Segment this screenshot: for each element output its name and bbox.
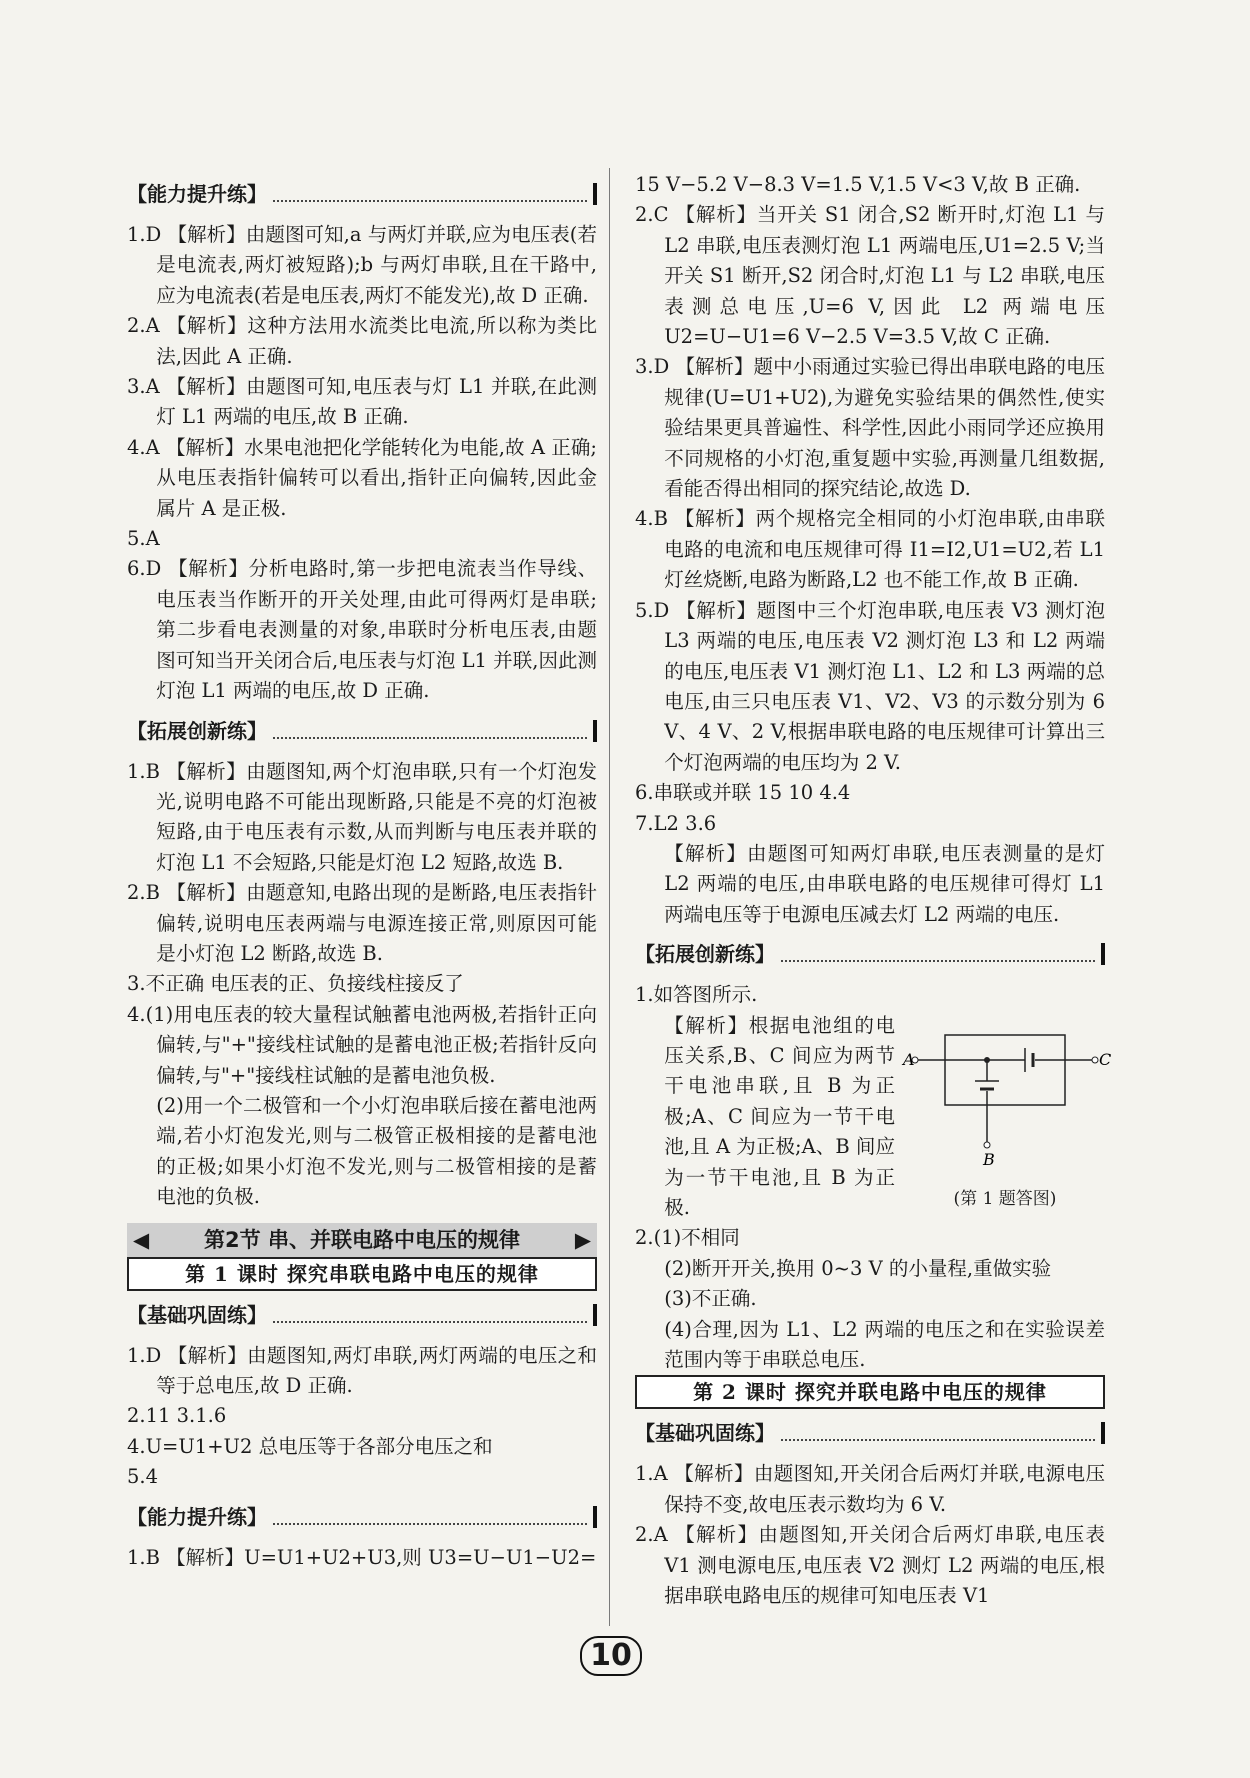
answer-item: 1.A 【解析】由题图知,开关闭合后两灯并联,电源电压保持不变,故电压表示数均为 6 V. — [635, 1462, 1105, 1516]
answer-item: 【解析】由题图可知两灯串联,电压表测量的是灯 L2 两端的电压,由串联电路的电压规律可得灯 L1 两端电压等于电源电压减去灯 L2 两端的电压. — [664, 841, 1105, 926]
label-b: B — [983, 1149, 995, 1169]
answer-item: 4.(1)用电压表的较大量程试触蓄电池两极,若指针正向偏转,与"+"接线柱试触的是蓄电池正极;若指针反向偏转,与"+"接线柱试触的是蓄电池负极. — [127, 1002, 597, 1087]
section-heading: 【能力提升练】 — [127, 178, 597, 210]
answer-item: 1.B 【解析】由题图知,两个灯泡串联,只有一个灯泡发光,说明电路不可能出现断路,只能是不亮的灯泡被短路,由于电压表有示数,从而判断与电压表并联的灯泡 L1 不会短路,只能是灯泡 L2 短路,故选 B. — [127, 759, 597, 874]
section-heading: 【基础巩固练】 — [635, 1417, 1105, 1449]
answer-item: (3)不正确. — [664, 1287, 757, 1311]
answer-item: 2.C 【解析】当开关 S1 闭合,S2 断开时,灯泡 L1 与 L2 串联,电压表测灯泡 L1 两端电压,U1=2.5 V;当开关 S1 断开,S2 闭合时,灯泡 L1 与 L2 串联,电压表测总电压,U=6 V,因此 L2 两端电压U2=U−U1=6 V−2.5 V=3.5 V,故 C 正确. — [635, 203, 1105, 349]
answer-item: 7.L2 3.6 — [635, 811, 717, 835]
circuit-figure — [903, 1015, 1112, 1215]
answer-item: 【解析】根据电池组的电压关系,B、C 间应为两节干电池串联,且 B 为正极;A、C 间应为一节干电池,且 A 为正极;A、B 间应为一节干电池,且 B 为正极. — [664, 1013, 895, 1219]
answer-item: 5.D 【解析】题图中三个灯泡串联,电压表 V3 测灯泡 L3 两端的电压,电压表 V2 测灯泡 L3 和 L2 两端的电压,电压表 V1 测灯泡 L1、L2 和 L3 两端的总电压,由三只电压表 V1、V2、V3 的示数分别为 6 V、4 V、2 V,根据串联电路的电压规律可计算出三个灯泡两端的电压均为 2 V. — [635, 598, 1105, 774]
answer-item: 15 V−5.2 V−8.3 V=1.5 V,1.5 V<3 V,故 B 正确. — [635, 173, 1081, 196]
chapter-banner: ◀ 第2节 串、并联电路中电压的规律 ▶ — [127, 1223, 597, 1257]
column-divider — [609, 168, 610, 1626]
right-column — [635, 170, 1112, 1611]
answer-item: (2)断开开关,换用 0~3 V 的小量程,重做实验 — [664, 1256, 1052, 1280]
label-a: A — [903, 1049, 915, 1069]
section-heading: 【拓展创新练】 — [635, 938, 1105, 970]
page-number: 10 — [580, 1636, 642, 1676]
answer-item: 2.(1)不相同 — [635, 1226, 740, 1250]
answer-item: 6.串联或并联 15 10 4.4 — [635, 781, 851, 805]
figure-caption: (第 1 题答图) — [953, 1189, 1057, 1210]
answer-item: 2.11 3.1.6 — [127, 1404, 227, 1428]
answer-item: 3.D 【解析】题中小雨通过实验已得出串联电路的电压规律(U=U1+U2),为避免实验结果的偶然性,使实验结果更具普遍性、科学性,因此小雨同学还应换用不同规格的小灯泡,重复题中实验,再测量几组数据,看能否得出相同的探究结论,故选 D. — [635, 355, 1105, 501]
section-heading: 【基础巩固练】 — [127, 1299, 597, 1331]
answer-item: 6.D 【解析】分析电路时,第一步把电流表当作导线、电压表当作断开的开关处理,由此可得两灯是串联;第二步看电表测量的对象,串联时分析电压表,由题图可知当开关闭合后,电压表与灯泡 L1 并联,因此测灯泡 L1 两端的电压,故 D 正确. — [127, 557, 597, 703]
section-heading: 【能力提升练】 — [127, 1501, 597, 1533]
answer-item: 2.A 【解析】这种方法用水流类比电流,所以称为类比法,因此 A 正确. — [127, 314, 597, 368]
left-arrow-icon: ◀ — [133, 1227, 150, 1252]
answer-item: 1.如答图所示. — [635, 983, 758, 1007]
right-arrow-icon: ▶ — [574, 1227, 591, 1252]
answer-item: (4)合理,因为 L1、L2 两端的电压之和在实验误差范围内等于串联总电压. — [664, 1317, 1105, 1372]
answer-item: 5.A — [127, 527, 160, 551]
label-c: C — [1099, 1049, 1112, 1069]
left-column — [127, 170, 597, 1573]
answer-item: 2.B 【解析】由题意知,电路出现的是断路,电压表指针偏转,说明电压表两端与电源连接正常,则原因可能是小灯泡 L2 断路,故选 B. — [127, 881, 597, 965]
answer-item: 3.不正确 电压表的正、负接线柱接反了 — [127, 972, 464, 996]
section-heading: 【拓展创新练】 — [127, 715, 597, 747]
answer-item: 4.U=U1+U2 总电压等于各部分电压之和 — [127, 1434, 493, 1458]
answer-item: 1.B 【解析】U=U1+U2+U3,则 U3=U−U1−U2= — [127, 1545, 597, 1569]
answer-item: 4.A 【解析】水果电池把化学能转化为电能,故 A 正确;从电压表指针偏转可以看出,指针正向偏转,因此金属片 A 是正极. — [127, 435, 597, 520]
answer-item: 1.D 【解析】由题图可知,a 与两灯并联,应为电压表(若是电流表,两灯被短路);b 与两灯串联,且在干路中,应为电流表(若是电压表,两灯不能发光),故 D 正确. — [127, 223, 597, 307]
answer-item: 3.A 【解析】由题图可知,电压表与灯 L1 并联,在此测灯 L1 两端的电压,故 B 正确. — [127, 375, 597, 429]
circuit-diagram — [903, 1015, 1112, 1185]
lesson-title: 第 1 课时 探究串联电路中电压的规律 — [127, 1257, 597, 1291]
answer-item: 2.A 【解析】由题图知,开关闭合后两灯串联,电压表 V1 测电源电压,电压表 V2 测灯 L2 两端的电压,根据串联电路电压的规律可知电压表 V1 — [635, 1523, 1105, 1608]
answer-item: 5.4 — [127, 1465, 159, 1489]
answer-item: 1.D 【解析】由题图知,两灯串联,两灯两端的电压之和等于总电压,故 D 正确. — [127, 1343, 597, 1397]
lesson-title: 第 2 课时 探究并联电路中电压的规律 — [635, 1375, 1105, 1409]
answer-item: 4.B 【解析】两个规格完全相同的小灯泡串联,由串联电路的电流和电压规律可得 I1=I2,U1=U2,若 L1 灯丝烧断,电路为断路,L2 也不能工作,故 B 正确. — [635, 507, 1105, 592]
answer-item: (2)用一个二极管和一个小灯泡串联后接在蓄电池两端,若小灯泡发光,则与二极管正极相接的是蓄电池的正极;如果小灯泡不发光,则与二极管相接的是蓄电池的负极. — [156, 1093, 597, 1209]
